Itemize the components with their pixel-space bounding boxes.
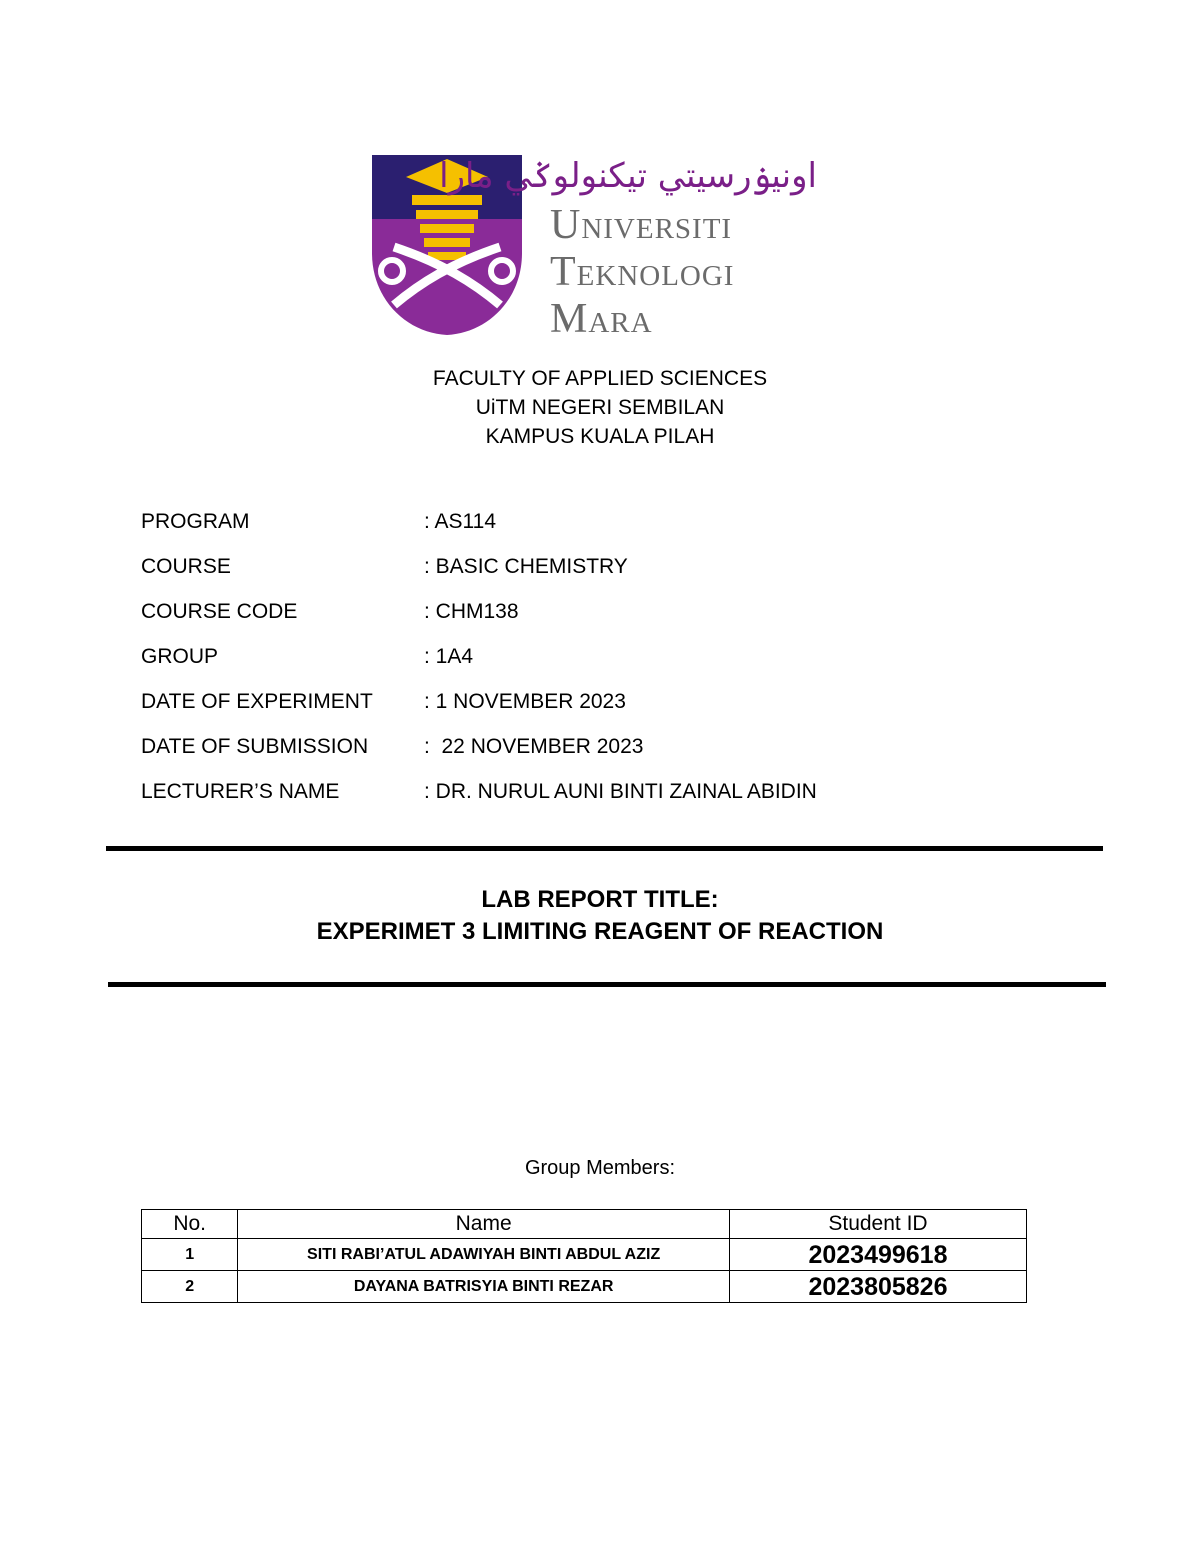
member-name: DAYANA BATRISYIA BINTI REZAR — [238, 1271, 730, 1303]
header-no: No. — [142, 1210, 238, 1239]
info-value: : BASIC CHEMISTRY — [424, 555, 628, 578]
member-no: 2 — [142, 1271, 238, 1303]
info-value: : 22 NOVEMBER 2023 — [424, 735, 644, 758]
info-label: LECTURER’S NAME — [141, 780, 340, 803]
info-label: COURSE — [141, 555, 231, 578]
group-members-heading: Group Members: — [524, 1157, 676, 1179]
info-row-lecturer-name — [141, 778, 1041, 823]
member-student-id: 2023499618 — [729, 1239, 1026, 1271]
info-row-group — [141, 643, 1041, 688]
header-name: Name — [238, 1210, 730, 1239]
info-value: : CHM138 — [424, 600, 519, 623]
info-value: : 1 NOVEMBER 2023 — [424, 690, 626, 713]
member-name: SITI RABI’ATUL ADAWIYAH BINTI ABDUL AZIZ — [238, 1239, 730, 1271]
info-row-program — [141, 508, 1041, 553]
header-student-id: Student ID — [729, 1210, 1026, 1239]
course-info — [141, 508, 1041, 823]
member-no: 1 — [142, 1239, 238, 1271]
info-row-course-code — [141, 598, 1041, 643]
info-value: : AS114 — [424, 510, 497, 533]
logo-arabic-wordmark: اونيۏرسيتي تيكنولوݢي مارا — [439, 156, 817, 196]
report-title-text: EXPERIMET 3 LIMITING REAGENT OF REACTION — [316, 918, 884, 945]
info-label: PROGRAM — [141, 510, 250, 533]
info-value: : DR. NURUL AUNI BINTI ZAINAL ABIDIN — [424, 780, 817, 803]
info-value: : 1A4 — [424, 645, 474, 668]
group-members-table — [141, 1209, 1027, 1303]
divider-bottom — [108, 982, 1106, 987]
table-row — [142, 1239, 1027, 1271]
report-title — [0, 884, 1200, 948]
campus-state: UiTM NEGERI SEMBILAN — [475, 396, 725, 419]
table-row — [142, 1271, 1027, 1303]
info-row-date-of-submission — [141, 733, 1041, 778]
info-row-date-of-experiment — [141, 688, 1041, 733]
faculty-block — [0, 364, 1200, 451]
faculty-name: FACULTY OF APPLIED SCIENCES — [432, 367, 768, 390]
table-header-row — [142, 1210, 1027, 1239]
logo-wordmark-mara: Mara — [550, 296, 653, 342]
divider-top — [106, 846, 1103, 851]
member-student-id: 2023805826 — [729, 1271, 1026, 1303]
info-label: COURSE CODE — [141, 600, 298, 623]
logo-wordmark-teknologi: Teknologi — [550, 249, 735, 295]
campus-name: KAMPUS KUALA PILAH — [485, 425, 715, 448]
logo-wordmark-universiti: Universiti — [550, 202, 733, 248]
info-row-course — [141, 553, 1041, 598]
info-label: GROUP — [141, 645, 219, 668]
university-logo — [372, 155, 817, 342]
report-title-label: LAB REPORT TITLE: — [481, 886, 719, 913]
info-label: DATE OF EXPERIMENT — [141, 690, 373, 713]
info-label: DATE OF SUBMISSION — [141, 735, 369, 758]
